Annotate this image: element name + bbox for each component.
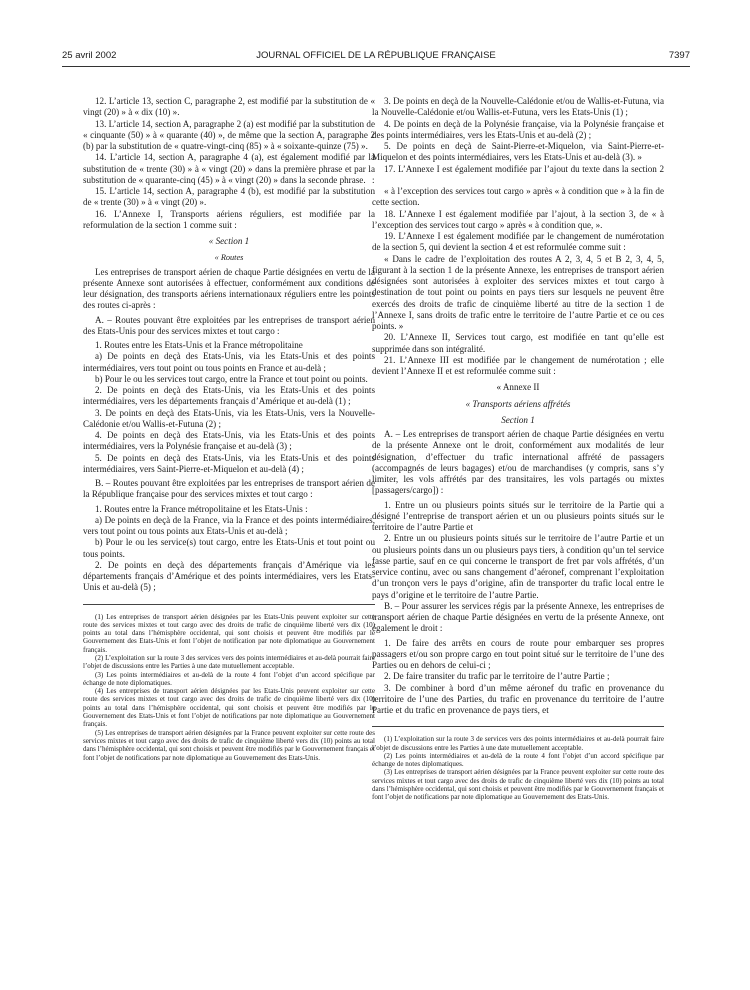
paragraph: 14. L’article 14, section A, paragraphe 4 (a), est également modifié par la substitution de « trente (30) » à « vingt (20) » dans la première phrase et par la substitution de « quarante-cinq (45) » à « vingt (20) » dans la seconde phrase. — [83, 152, 375, 185]
page-number: 7397 — [668, 50, 690, 61]
paragraph: 15. L’article 14, section A, paragraphe 4 (b), est modifié par la substitution de « trente (30) » à « vingt (20) ». — [83, 186, 375, 208]
footnote: (3) Les entreprises de transport aérien désignées par la France peuvent exploiter sur cette route des services mixtes et tout cargo avec des droits de trafic de cinquième liberté vers dix (10) points au total dans l’hémisphère occidental, qui sont choisis et peuvent être modifiés par le Gouvernement français et font l’objet de notifications par note diplomatique au Gouvernement des Etats-Unis. — [372, 768, 664, 802]
paragraph: 5. De points en deçà de Saint-Pierre-et-Miquelon, via Saint-Pierre-et-Miquelon et des points intermédiaires, vers les Etats-Unis et au-delà (3). » — [372, 141, 664, 163]
paragraph: A. – Routes pouvant être exploitées par les entreprises de transport aérien des Etats-Unis pour des services mixtes et tout cargo : — [83, 314, 375, 336]
paragraph: 18. L’Annexe I est également modifiée par l’ajout, à la section 3, de « à l’exception des services tout cargo » après « à condition que, ». — [372, 208, 664, 230]
paragraph: B. – Routes pouvant être exploitées par les entreprises de transport aérien de la République française pour des services mixtes et tout cargo : — [83, 478, 375, 500]
footnote: (5) Les entreprises de transport aérien désignées par la France peuvent exploiter sur cette route des services mixtes et tout cargo avec des droits de trafic de cinquième liberté vers dix (10) points au total dans l’hémisphère occidental, qui sont choisis et peuvent être modifiés par le Gouvernement français et font l’objet de notifications par note diplomatique au Gouvernement des Etats-Unis. — [83, 728, 375, 762]
paragraph: a) De points en deçà des Etats-Unis, via les Etats-Unis et des points intermédiaires, vers tout point ou tous points en France et au-delà ; — [83, 351, 375, 373]
paragraph: 3. De combiner à bord d’un même aéronef du trafic en provenance du territoire de l’une des Parties, du trafic en provenance du territoire de l’autre Partie et du trafic en provenance de pays tiers, et — [372, 682, 664, 715]
section-heading: Section 1 — [501, 414, 535, 425]
paragraph: « à l’exception des services tout cargo » après « à condition que » à la fin de cette section. — [372, 186, 664, 208]
annex-heading: « Annexe II — [496, 382, 540, 393]
paragraph: 17. L’Annexe I est également modifiée par l’ajout du texte dans la section 2 : — [372, 163, 664, 185]
paragraph: 1. Routes entre les Etats-Unis et la France métropolitaine — [95, 340, 303, 350]
left-column — [83, 96, 375, 762]
footnote: (1) L’exploitation sur la route 3 de services vers des points intermédiaires et au-delà pourrait faire l’objet de discussions entre les Parties à une date mutuellement acceptable. — [372, 735, 664, 752]
paragraph: A. – Les entreprises de transport aérien de chaque Partie désignées en vertu de la présente Annexe ont le droit, conformément aux modalités de leur désignation, d’effectuer du trafic international affrété de passagers (accompagnés de leurs bagages) et/ou de marchandises (y compris, sans s’y limiter, les vols affrétés par des transitaires, les vols partagés ou mixtes [passagers/cargo]) : — [372, 429, 664, 496]
paragraph: 2. De points en deçà des départements français d’Amérique via les départements français d’Amérique et des points intermédiaires, vers les Etats-Unis et au-delà (5) ; — [83, 559, 375, 593]
paragraph: 2. Entre un ou plusieurs points situés sur le territoire de l’autre Partie et un ou plusieurs points dans un ou plusieurs pays tiers, à condition qu’un tel service fasse partie, sauf en ce qui concerne le transport de fret par vols affrétés, d’un service continu, avec ou sans changement d’aéronef, comprenant l’exploitation d’un tronçon vers le pays d’origine, afin de transporter du trafic local entre le pays d’origine et le territoire de l’autre Partie. — [372, 533, 664, 600]
paragraph: 4. De points en deçà des Etats-Unis, via les Etats-Unis et des points intermédiaires, vers la Polynésie française et au-delà (3) ; — [83, 430, 375, 452]
paragraph: 1. De faire des arrêts en cours de route pour embarquer ses propres passagers et/ou son propre cargo en tout point situé sur le territoire de l’une des Parties ou en dehors de celui-ci ; — [372, 637, 664, 670]
routes-heading: « Routes — [214, 253, 244, 263]
paragraph: 1. Routes entre la France métropolitaine et les Etats-Unis : — [95, 503, 308, 514]
paragraph: 2. De points en deçà des Etats-Unis, via les Etats-Unis et des points intermédiaires, vers les départements français d’Amérique et au-delà (1) ; — [83, 385, 375, 407]
paragraph: 12. L’article 13, section C, paragraphe 2, est modifié par la substitution de « vingt (20) » à « dix (10) ». — [83, 96, 375, 118]
paragraph: a) De points en deçà de la France, via la France et des points intermédiaires, vers tout point ou tous points aux Etats-Unis et au-delà ; — [83, 514, 375, 536]
annex-subheading: « Transports aériens affrétés — [465, 398, 571, 409]
publication-date: 25 avril 2002 — [62, 50, 117, 61]
paragraph: 1. Entre un ou plusieurs points situés sur le territoire de la Partie qui a désigné l’entreprise de transport aérien et un ou plusieurs points situés sur le territoire de l’autre Partie et — [372, 499, 664, 532]
paragraph: 4. De points en deçà de la Polynésie française, via la Polynésie française et des points intermédiaires, vers les Etats-Unis et au-delà (2) ; — [372, 118, 664, 140]
footnote-rule — [372, 726, 664, 727]
paragraph: 16. L’Annexe I, Transports aériens réguliers, est modifiée par la reformulation de la section 1 comme suit : — [83, 208, 375, 230]
section-heading: « Section 1 — [208, 236, 250, 246]
paragraph: « Dans le cadre de l’exploitation des routes A 2, 3, 4, 5 et B 2, 3, 4, 5, figurant à la section 1 de la présente Annexe, les entreprises de transport aérien désignées sont autorisées à exploiter des services mixtes et tout cargo à destination de tout point ou points en pays tiers sur lesquels ne peuvent être exercés des droits de trafic de cinquième liberté au titre de la section 1 de l’Annexe I, sans droits de trafic entre le territoire de l’autre Partie et ce ou ces points. » — [372, 253, 664, 331]
paragraph: 20. L’Annexe II, Services tout cargo, est modifiée en tant qu’elle est supprimée dans son intégralité. — [372, 332, 664, 354]
paragraph: 3. De points en deçà des Etats-Unis, via les Etats-Unis, vers la Nouvelle-Calédonie et/ou Wallis-et-Futuna (2) ; — [83, 407, 375, 429]
footnote: (2) Les points intermédiaires et au-delà de la route 4 font l’objet d’un accord spécifique par échange de notes diplomatiques. — [372, 751, 664, 769]
footnote: (4) Les entreprises de transport aérien désignées par les Etats-Unis peuvent exploiter sur cette route des services mixtes et tout cargo avec des droits de trafic de cinquième liberté vers dix (10) points au total dans l’hémisphère occidental, qui sont choisis et peuvent être modifiés par le Gouvernement des Etats-Unis et font l’objet de notifications par note diplomatique au Gouvernement français. — [83, 687, 375, 729]
footnote-rule — [83, 604, 375, 605]
paragraph: b) Pour le ou les service(s) tout cargo, entre les Etats-Unis et tout point ou tous points. — [83, 537, 375, 559]
header-rule — [62, 66, 690, 67]
footnote: (2) L’exploitation sur la route 3 des services vers des points intermédiaires et au-delà pourrait faire l’objet de discussions entre les Parties à une date mutuellement acceptable. — [83, 653, 375, 671]
paragraph: 5. De points en deçà des Etats-Unis, via les Etats-Unis et des points intermédiaires, vers Saint-Pierre-et-Miquelon et au-delà (4) ; — [83, 452, 375, 474]
journal-title: JOURNAL OFFICIEL DE LA RÉPUBLIQUE FRANÇAISE — [256, 50, 496, 61]
paragraph: B. – Pour assurer les services régis par la présente Annexe, les entreprises de transport aérien de chaque Partie désignées en vertu de la présente Annexe, ont également le droit : — [372, 600, 664, 634]
paragraph: 19. L’Annexe I est également modifiée par le changement de numérotation de la section 5, qui devient la section 4 et est reformulée comme suit : — [372, 231, 664, 253]
paragraph: 21. L’Annexe III est modifiée par le changement de numérotation ; elle devient l’Annexe II et est reformulée comme suit : — [372, 354, 664, 376]
paragraph: 13. L’article 14, section A, paragraphe 2 (a) est modifié par la substitution de « cinquante (50) » à « quarante (40) », de même que la section A, paragraphe 2 (b) par la substitution de « quatre-vingt-cinq (85) » à « soixante-quinze (75) ». — [83, 118, 375, 151]
paragraph: 2. De faire transiter du trafic par le territoire de l’autre Partie ; — [384, 671, 610, 682]
footnote: (3) Les points intermédiaires et au-delà de la route 4 font l’objet d’un accord spécifique par échange de note diplomatiques. — [83, 670, 375, 687]
page-header — [62, 50, 690, 64]
right-column — [372, 96, 664, 802]
paragraph: 3. De points en deçà de la Nouvelle-Calédonie et/ou de Wallis-et-Futuna, via la Nouvelle-Calédonie et/ou Wallis-et-Futuna, vers les Etats-Unis (1) ; — [372, 96, 664, 118]
paragraph: Les entreprises de transport aérien de chaque Partie désignées en vertu de la présente Annexe sont autorisées à effectuer, conformément aux conditions de leur désignation, des transports aériens internationaux réguliers entre les points des routes ci-après : — [83, 266, 375, 311]
footnote: (1) Les entreprises de transport aérien désignées par les Etats-Unis peuvent exploiter sur cette route des services mixtes et tout cargo avec des droits de trafic de cinquième liberté vers dix (10) points au total dans l’hémisphère occidental, qui sont choisis et peuvent être modifiés par le Gouvernement des Etats-Unis et font l’objet de notification par note diplomatique au Gouvernement français. — [83, 612, 375, 654]
paragraph: b) Pour le ou les services tout cargo, entre la France et tout point ou points. — [95, 373, 368, 384]
